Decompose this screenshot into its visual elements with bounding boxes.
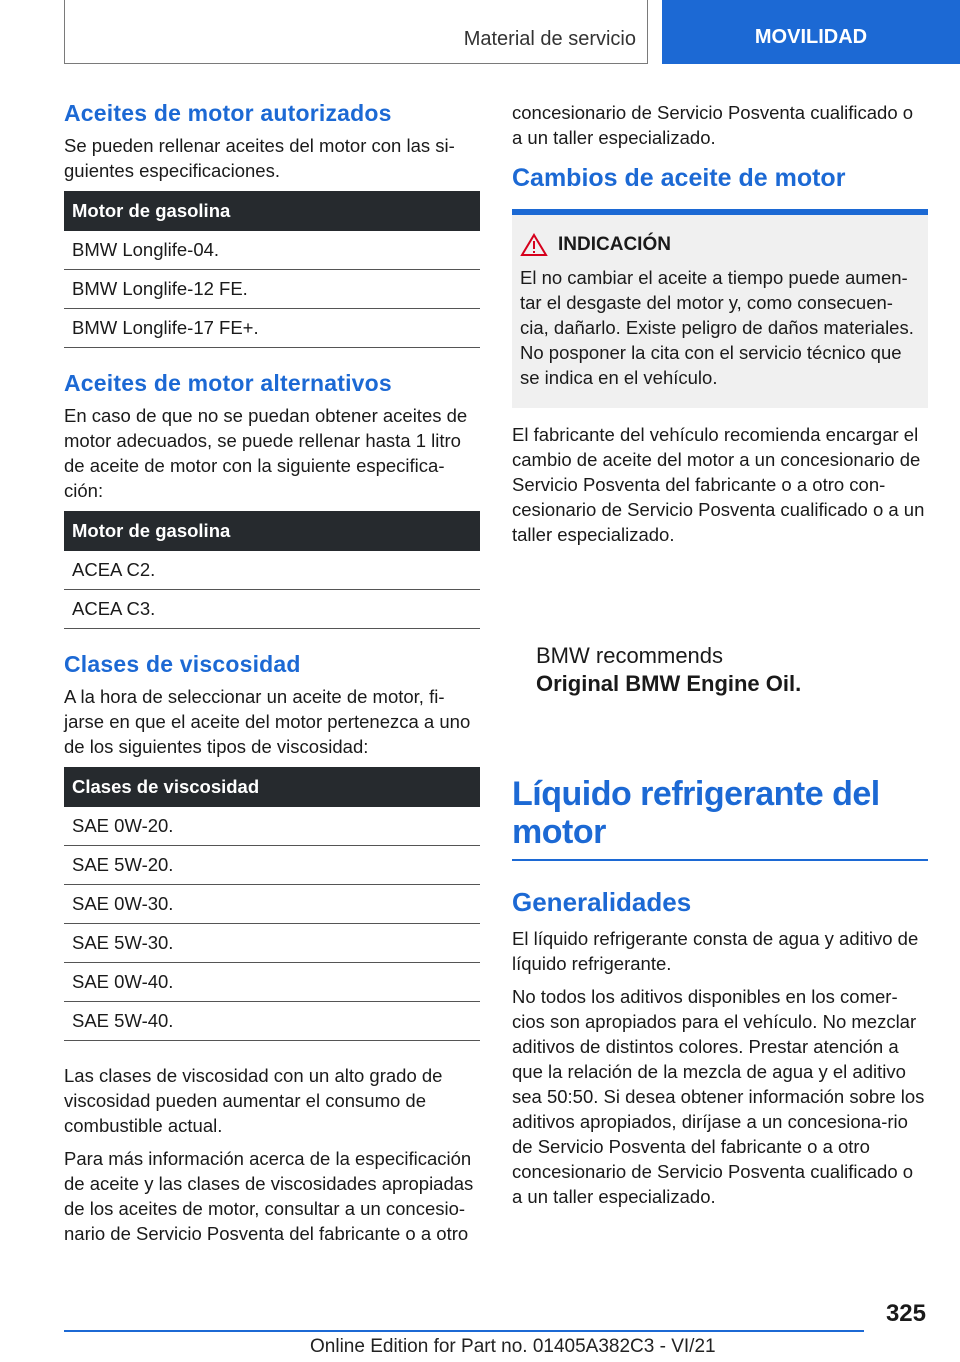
table-row: ACEA C2. bbox=[64, 551, 480, 590]
section-rule bbox=[512, 859, 928, 861]
table-row: BMW Longlife-04. bbox=[64, 231, 480, 270]
header-chapter-tab[interactable]: MOVILIDAD bbox=[662, 0, 960, 64]
left-column bbox=[64, 100, 480, 1254]
heading-oil-change: Cambios de aceite de motor bbox=[512, 164, 846, 192]
continuation-text: concesionario de Servicio Posventa cualificado o a un taller especializado. bbox=[512, 102, 914, 148]
table-header: Motor de gasolina bbox=[64, 191, 480, 231]
table-row: SAE 5W-30. bbox=[64, 924, 480, 963]
table-row: SAE 0W-30. bbox=[64, 885, 480, 924]
coolant-para-1: El líquido refrigerante consta de agua y aditivo de líquido refrigerante. bbox=[512, 928, 919, 974]
viscosity-intro: A la hora de seleccionar un aceite de motor, fi-jarse en que el aceite del motor pertenezca a uno de los siguientes tipos de viscosidad: bbox=[64, 686, 471, 757]
table-row: SAE 5W-40. bbox=[64, 1002, 480, 1041]
table-row: SAE 0W-40. bbox=[64, 963, 480, 1002]
footer-rule bbox=[64, 1330, 864, 1332]
table-row: BMW Longlife-17 FE+. bbox=[64, 309, 480, 348]
viscosity-para-2: Para más información acerca de la especificación de aceite y las clases de viscosidades apropiadas de los aceites de motor, consultar a un concesio-nario de Servicio Posventa del fabricante o a otro bbox=[64, 1148, 474, 1244]
viscosity-para-1: Las clases de viscosidad con un alto grado de viscosidad pueden aumentar el consumo de combustible actual. bbox=[64, 1065, 443, 1136]
note-text: El no cambiar el aceite a tiempo puede aumen-tar el desgaste del motor y, como consecuen-cia, dañarlo. Existe peligro de daños materiales. No posponer la cita con el servicio técnico que se indica en el vehículo. bbox=[520, 267, 914, 388]
right-column bbox=[512, 100, 928, 1217]
alternative-intro: En caso de que no se puedan obtener aceites de motor adecuados, se puede rellenar hasta 1 litro de aceite de motor con la siguiente especifica-ción: bbox=[64, 405, 468, 501]
table-header: Clases de viscosidad bbox=[64, 767, 480, 807]
heading-general: Generalidades bbox=[512, 887, 692, 917]
heading-coolant: Líquido refrigerante del motor bbox=[512, 775, 880, 851]
table-row: SAE 5W-20. bbox=[64, 846, 480, 885]
advert-line-1: BMW recommends bbox=[536, 643, 724, 668]
oil-change-para: El fabricante del vehículo recomienda encargar el cambio de aceite del motor a un concesionario de Servicio Posventa del fabricante o a otro con-cesionario de Servicio Posventa cualificado o a un taller especializado. bbox=[512, 424, 925, 545]
coolant-para-2: No todos los aditivos disponibles en los comer-cios son apropiados para el vehículo. No mezclar aditivos de distintos colores. Prestar atención a que la relación de la mezcla de agua y el aditivo sea 50:50. Si desea obtener información sobre los aditivos apropiados, diríjase a un concesiona-rio de Servicio Posventa del fabricante o a otro concesionario de Servicio Posventa cualificado o a un taller especializado. bbox=[512, 986, 925, 1207]
bmw-oil-advert bbox=[512, 555, 928, 755]
heading-viscosity: Clases de viscosidad bbox=[64, 651, 301, 677]
alternative-oils-table bbox=[64, 511, 480, 629]
approved-oils-table bbox=[64, 191, 480, 348]
table-header: Motor de gasolina bbox=[64, 511, 480, 551]
viscosity-table bbox=[64, 767, 480, 1041]
page-number: 325 bbox=[885, 1300, 926, 1327]
approved-intro: Se pueden rellenar aceites del motor con las si-guientes especificaciones. bbox=[64, 135, 455, 181]
heading-approved-oils: Aceites de motor autorizados bbox=[64, 100, 392, 126]
table-row: SAE 0W-20. bbox=[64, 807, 480, 846]
warning-note bbox=[512, 215, 928, 408]
edition-footer[interactable]: Online Edition for Part no. 01405A382C3 - VI/21 bbox=[310, 1336, 716, 1357]
table-row: ACEA C3. bbox=[64, 590, 480, 629]
header-section-title: Material de servicio bbox=[463, 28, 636, 50]
table-row: BMW Longlife-12 FE. bbox=[64, 270, 480, 309]
note-title: INDICACIÓN bbox=[558, 234, 671, 255]
warning-triangle-icon bbox=[520, 233, 548, 257]
advert-line-2: Original BMW Engine Oil. bbox=[536, 671, 802, 696]
heading-alternative-oils: Aceites de motor alternativos bbox=[64, 370, 392, 396]
